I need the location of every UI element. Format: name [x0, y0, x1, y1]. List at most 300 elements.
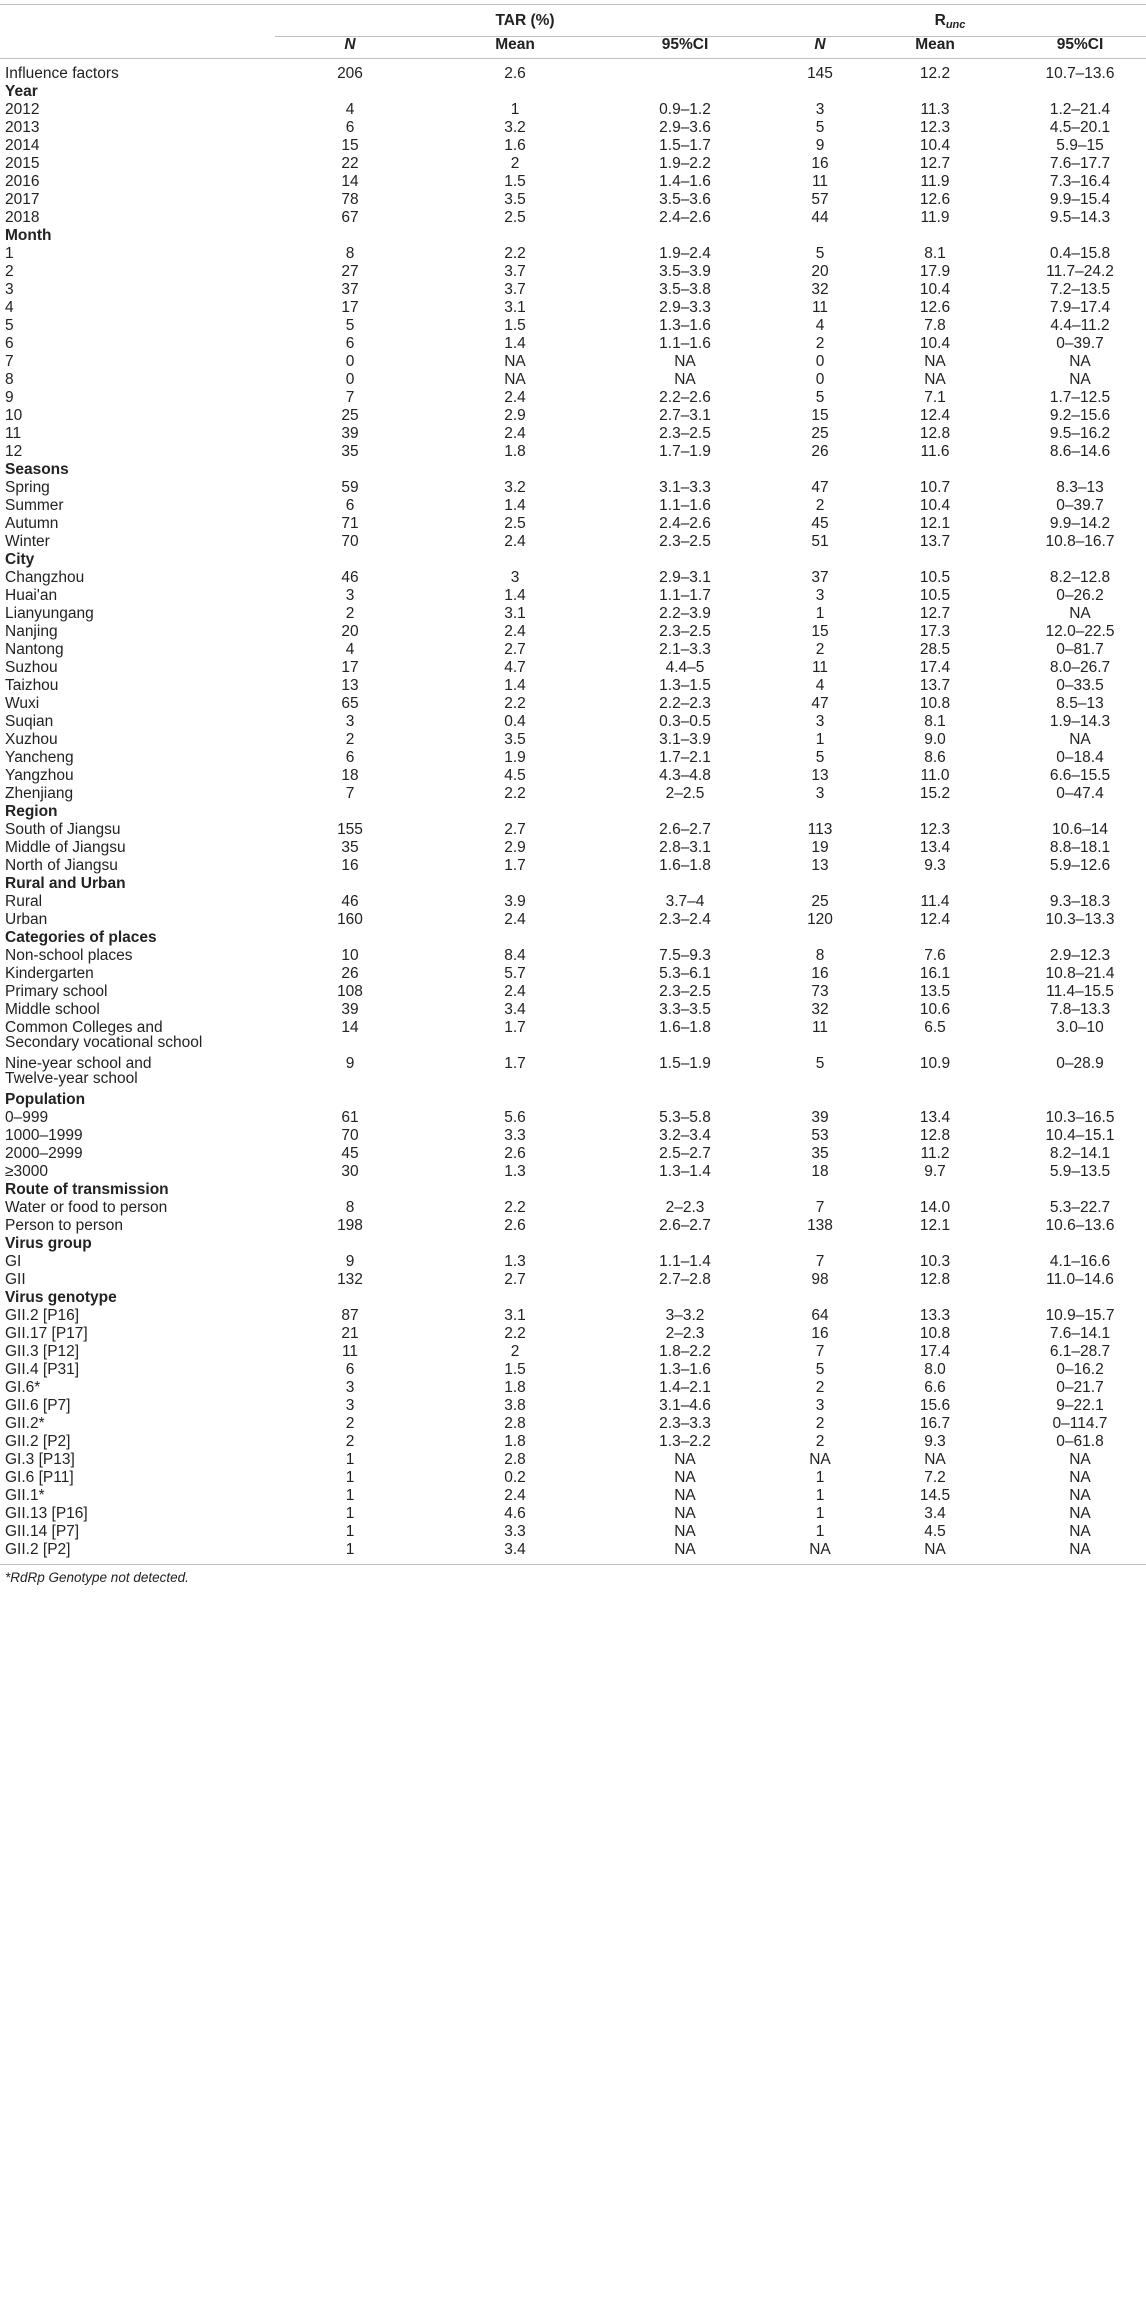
cell-ci-runc: 10.9–15.7	[1045, 1307, 1115, 1324]
cell-n-tar: 10	[341, 947, 359, 964]
cell-n-runc: 51	[811, 533, 829, 550]
cell-ci-runc: 8.2–12.8	[1049, 569, 1111, 586]
cell-ci-runc: NA	[1069, 1451, 1091, 1468]
cell-n-runc: 2	[815, 1379, 825, 1396]
row-label: 4	[5, 299, 14, 316]
cell-ci-tar: 2.5–2.7	[659, 1145, 711, 1162]
cell-ci-runc: 12.0–22.5	[1045, 623, 1115, 640]
cell-ci-tar: 2.3–2.5	[659, 623, 711, 640]
cell-ci-tar: 2–2.3	[665, 1199, 705, 1216]
cell-n-tar: 8	[345, 1199, 355, 1216]
cell-n-tar: 46	[341, 569, 359, 586]
cell-mean-runc: 12.2	[919, 65, 951, 82]
cell-mean-runc: 28.5	[919, 641, 951, 658]
cell-mean-tar: 3.1	[504, 1307, 526, 1324]
cell-n-tar: 71	[341, 515, 359, 532]
header-bottom-rule	[0, 58, 1146, 59]
cell-n-tar: 39	[341, 1001, 359, 1018]
cell-n-runc: 5	[815, 1055, 825, 1072]
row-label: 2000–2999	[5, 1145, 83, 1162]
cell-ci-tar: 1.1–1.6	[659, 335, 711, 352]
cell-mean-runc: 6.6	[924, 1379, 946, 1396]
tar-group-header: TAR (%)	[495, 12, 555, 29]
cell-mean-tar: 2.2	[504, 245, 526, 262]
cell-mean-runc: 12.1	[919, 1217, 951, 1234]
cell-mean-tar: 1	[510, 101, 520, 118]
row-label: Suzhou	[5, 659, 58, 676]
cell-mean-tar: 5.6	[504, 1109, 526, 1126]
cell-n-runc: 1	[815, 1487, 825, 1504]
cell-n-tar: 1	[345, 1541, 355, 1558]
cell-n-tar: 25	[341, 407, 359, 424]
cell-n-runc: 120	[807, 911, 833, 928]
row-label: Lianyungang	[5, 605, 94, 622]
cell-mean-tar: 1.8	[504, 1379, 526, 1396]
cell-mean-runc: 12.1	[919, 515, 951, 532]
row-label: Urban	[5, 911, 48, 928]
cell-mean-tar: 2.8	[504, 1451, 526, 1468]
cell-ci-runc: 0–28.9	[1056, 1055, 1104, 1072]
cell-n-runc: 39	[811, 1109, 829, 1126]
cell-mean-runc: 8.6	[924, 749, 946, 766]
cell-n-runc: 2	[815, 1415, 825, 1432]
col-n-tar: N	[344, 36, 356, 53]
cell-ci-runc: 3.0–10	[1056, 1019, 1104, 1036]
cell-n-tar: 14	[341, 173, 359, 190]
cell-n-runc: NA	[809, 1451, 831, 1468]
cell-mean-runc: 17.3	[919, 623, 951, 640]
cell-n-runc: 2	[815, 335, 825, 352]
cell-mean-tar: NA	[504, 353, 526, 370]
cell-n-tar: 1	[345, 1451, 355, 1468]
cell-ci-tar: 2.3–3.3	[659, 1415, 711, 1432]
cell-n-tar: 87	[341, 1307, 359, 1324]
row-label: 12	[5, 443, 23, 460]
cell-ci-runc: 9.9–15.4	[1049, 191, 1111, 208]
cell-mean-tar: 2.4	[504, 389, 526, 406]
cell-mean-runc: 12.8	[919, 425, 951, 442]
row-label: 7	[5, 353, 14, 370]
cell-mean-tar: 2.5	[504, 209, 526, 226]
cell-n-runc: 7	[815, 1199, 825, 1216]
cell-n-runc: 8	[815, 947, 825, 964]
row-label: GII.4 [P31]	[5, 1361, 80, 1378]
row-label: GII.3 [P12]	[5, 1343, 80, 1360]
section-label: Year	[5, 83, 38, 100]
cell-n-tar: 160	[337, 911, 363, 928]
cell-n-runc: 9	[815, 137, 825, 154]
cell-n-tar: 2	[345, 1415, 355, 1432]
cell-ci-tar: 2.7–3.1	[659, 407, 711, 424]
row-label: ≥3000	[5, 1163, 48, 1180]
cell-n-runc: 25	[811, 425, 829, 442]
row-label: Summer	[5, 497, 64, 514]
cell-ci-runc: 5.9–12.6	[1049, 857, 1111, 874]
row-label: GI.3 [P13]	[5, 1451, 75, 1468]
cell-n-tar: 78	[341, 191, 359, 208]
cell-mean-runc: 12.6	[919, 299, 951, 316]
row-label: 3	[5, 281, 14, 298]
cell-n-runc: 16	[811, 155, 829, 172]
cell-ci-runc: 8.5–13	[1056, 695, 1104, 712]
cell-mean-tar: 8.4	[504, 947, 526, 964]
cell-mean-runc: 11.3	[920, 101, 950, 118]
cell-ci-tar: 2.9–3.3	[659, 299, 711, 316]
cell-ci-tar: 2.2–2.6	[659, 389, 711, 406]
cell-ci-tar: NA	[674, 1505, 696, 1522]
cell-mean-runc: 12.3	[919, 821, 951, 838]
row-label: GI.6 [P11]	[5, 1469, 74, 1486]
cell-ci-runc: 9.5–16.2	[1049, 425, 1111, 442]
cell-n-tar: 2	[345, 605, 355, 622]
cell-ci-tar: 3.2–3.4	[659, 1127, 711, 1144]
row-label: Taizhou	[5, 677, 59, 694]
cell-n-runc: 11	[811, 659, 829, 676]
cell-n-tar: 7	[345, 389, 355, 406]
cell-mean-runc: 10.5	[919, 587, 951, 604]
cell-mean-tar: 3.7	[504, 281, 526, 298]
cell-mean-tar: 2	[510, 155, 520, 172]
cell-mean-runc: 7.6	[924, 947, 946, 964]
row-label: 9	[5, 389, 14, 406]
cell-ci-tar: 2.3–2.4	[659, 911, 711, 928]
cell-mean-runc: 3.4	[924, 1505, 946, 1522]
cell-ci-runc: 8.3–13	[1056, 479, 1104, 496]
cell-n-runc: 19	[811, 839, 829, 856]
cell-n-tar: 0	[345, 371, 355, 388]
cell-ci-runc: 6.6–15.5	[1049, 767, 1111, 784]
section-label: Month	[5, 227, 52, 244]
cell-ci-runc: 1.9–14.3	[1049, 713, 1111, 730]
cell-n-tar: 22	[341, 155, 359, 172]
cell-ci-tar: 1.7–1.9	[659, 443, 711, 460]
cell-n-tar: 1	[345, 1469, 355, 1486]
cell-ci-tar: 5.3–5.8	[659, 1109, 711, 1126]
cell-ci-tar: 2.2–2.3	[659, 695, 711, 712]
cell-n-runc: 1	[815, 605, 825, 622]
cell-ci-runc: 4.5–20.1	[1049, 119, 1111, 136]
cell-ci-runc: 10.8–16.7	[1045, 533, 1115, 550]
cell-mean-tar: 0.4	[504, 713, 526, 730]
row-label: Wuxi	[5, 695, 40, 712]
cell-n-runc: 2	[815, 497, 825, 514]
cell-n-tar: 17	[341, 299, 359, 316]
cell-ci-runc: 0–61.8	[1056, 1433, 1104, 1450]
cell-n-runc: 13	[811, 857, 829, 874]
cell-n-tar: 5	[345, 317, 355, 334]
row-label: Yancheng	[5, 749, 74, 766]
cell-ci-runc: 0–39.7	[1056, 497, 1104, 514]
cell-n-runc: 3	[815, 101, 825, 118]
cell-ci-runc: 10.6–14	[1051, 821, 1109, 838]
cell-n-tar: 67	[341, 209, 359, 226]
cell-n-runc: 37	[811, 569, 829, 586]
cell-mean-tar: 1.5	[504, 317, 526, 334]
cell-ci-tar: NA	[674, 371, 696, 388]
cell-ci-runc: NA	[1069, 1487, 1091, 1504]
cell-ci-runc: 8.8–18.1	[1049, 839, 1111, 856]
cell-n-tar: 2	[345, 1433, 355, 1450]
cell-mean-runc: 13.7	[919, 677, 951, 694]
cell-n-tar: 17	[341, 659, 359, 676]
cell-mean-runc: 11.9	[920, 173, 950, 190]
cell-n-runc: 3	[815, 587, 825, 604]
row-label-line2: Secondary vocational school	[5, 1034, 203, 1051]
row-label: 2014	[5, 137, 40, 154]
cell-mean-tar: 3.8	[504, 1397, 526, 1414]
cell-mean-runc: 8.0	[924, 1361, 946, 1378]
row-label: GII.17 [P17]	[5, 1325, 88, 1342]
row-label: Yangzhou	[5, 767, 74, 784]
cell-n-tar: 0	[345, 353, 355, 370]
cell-mean-runc: 10.4	[919, 497, 951, 514]
cell-mean-runc: 10.7	[919, 479, 951, 496]
cell-ci-runc: 5.9–13.5	[1049, 1163, 1111, 1180]
row-label: 2018	[5, 209, 40, 226]
cell-n-runc: 3	[815, 713, 825, 730]
row-label: 10	[5, 407, 23, 424]
cell-n-tar: 21	[341, 1325, 359, 1342]
cell-mean-runc: 9.0	[924, 731, 946, 748]
cell-mean-tar: 2.2	[504, 785, 526, 802]
cell-mean-runc: 11.6	[920, 443, 950, 460]
cell-mean-tar: 2.6	[504, 1145, 526, 1162]
cell-mean-runc: NA	[924, 371, 946, 388]
col-ci-tar: 95%CI	[661, 36, 709, 53]
cell-n-tar: 37	[341, 281, 359, 298]
row-label: 2016	[5, 173, 40, 190]
cell-n-tar: 132	[337, 1271, 363, 1288]
cell-n-tar: 26	[341, 965, 359, 982]
cell-ci-runc: 8.2–14.1	[1049, 1145, 1111, 1162]
cell-ci-runc: 7.3–16.4	[1049, 173, 1111, 190]
cell-mean-runc: 12.3	[919, 119, 951, 136]
col-ci-runc: 95%CI	[1056, 36, 1104, 53]
cell-ci-runc: 0–33.5	[1056, 677, 1104, 694]
section-label: Virus group	[5, 1235, 92, 1252]
cell-ci-tar: 1.9–2.2	[659, 155, 711, 172]
cell-mean-runc: NA	[924, 1541, 946, 1558]
cell-mean-runc: 7.8	[924, 317, 946, 334]
cell-n-tar: 20	[341, 623, 359, 640]
cell-ci-runc: 0–26.2	[1056, 587, 1104, 604]
cell-mean-runc: 16.1	[919, 965, 951, 982]
cell-n-tar: 35	[341, 839, 359, 856]
cell-n-runc: 5	[815, 389, 825, 406]
row-label: Xuzhou	[5, 731, 58, 748]
cell-n-tar: 6	[345, 497, 355, 514]
cell-mean-runc: 7.2	[924, 1469, 946, 1486]
cell-n-runc: 73	[811, 983, 829, 1000]
cell-mean-tar: 2.9	[504, 839, 526, 856]
row-label: Primary school	[5, 983, 108, 1000]
cell-mean-runc: 16.7	[919, 1415, 951, 1432]
cell-ci-runc: NA	[1069, 1469, 1091, 1486]
cell-n-runc: 138	[807, 1217, 833, 1234]
cell-ci-runc: 10.4–15.1	[1045, 1127, 1115, 1144]
cell-mean-tar: 3.3	[504, 1127, 526, 1144]
cell-mean-tar: 1.8	[504, 443, 526, 460]
cell-n-tar: 108	[337, 983, 363, 1000]
cell-mean-runc: 17.9	[919, 263, 951, 280]
cell-mean-tar: 1.7	[504, 857, 526, 874]
section-label: Categories of places	[5, 929, 157, 946]
row-label: Zhenjiang	[5, 785, 74, 802]
cell-mean-tar: 3.4	[504, 1541, 526, 1558]
cell-mean-tar: 4.5	[504, 767, 526, 784]
cell-ci-tar: 4.3–4.8	[659, 767, 711, 784]
cell-ci-runc: 10.8–21.4	[1045, 965, 1115, 982]
row-label-line2: Twelve-year school	[5, 1070, 138, 1087]
cell-mean-tar: 2.4	[504, 983, 526, 1000]
cell-ci-tar: 1.3–1.5	[659, 677, 711, 694]
cell-ci-runc: 11.0–14.6	[1046, 1271, 1114, 1288]
cell-ci-tar: 1.4–2.1	[659, 1379, 711, 1396]
cell-n-tar: 65	[341, 695, 359, 712]
cell-mean-runc: 13.4	[919, 839, 951, 856]
cell-n-runc: 16	[811, 1325, 829, 1342]
cell-ci-runc: 4.1–16.6	[1049, 1253, 1111, 1270]
cell-ci-runc: 9–22.1	[1056, 1397, 1104, 1414]
col-mean-runc: Mean	[915, 36, 955, 53]
col-n-runc: N	[814, 36, 826, 53]
cell-ci-tar: 1.4–1.6	[659, 173, 711, 190]
cell-n-runc: 11	[811, 1019, 829, 1036]
row-label: GI.6*	[5, 1379, 41, 1396]
cell-n-tar: 70	[341, 1127, 359, 1144]
cell-mean-runc: 11.9	[920, 209, 950, 226]
row-label: 2015	[5, 155, 40, 172]
row-label: Nantong	[5, 641, 64, 658]
cell-mean-runc: 12.4	[919, 407, 951, 424]
cell-mean-tar: 1.7	[504, 1019, 526, 1036]
row-label: Huai'an	[5, 587, 58, 604]
cell-mean-tar: 3.1	[504, 605, 526, 622]
cell-ci-tar: 2–2.5	[665, 785, 705, 802]
cell-n-runc: 16	[811, 965, 829, 982]
cell-ci-tar: 2.3–2.5	[659, 533, 711, 550]
cell-n-runc: 1	[815, 1469, 825, 1486]
cell-mean-runc: 11.4	[920, 893, 950, 910]
cell-ci-tar: 2.4–2.6	[659, 515, 711, 532]
cell-ci-runc: 0–114.7	[1052, 1415, 1108, 1432]
section-label: Region	[5, 803, 58, 820]
cell-ci-runc: 5.9–15	[1056, 137, 1104, 154]
cell-n-tar: 3	[345, 1379, 355, 1396]
row-label: GI	[5, 1253, 22, 1270]
cell-ci-runc: 9.2–15.6	[1049, 407, 1111, 424]
cell-ci-runc: 7.6–17.7	[1049, 155, 1111, 172]
cell-n-tar: 1	[345, 1523, 355, 1540]
cell-ci-runc: 11.4–15.5	[1046, 983, 1114, 1000]
cell-mean-runc: 12.8	[919, 1271, 951, 1288]
cell-ci-runc: 0–16.2	[1056, 1361, 1104, 1378]
cell-n-runc: 26	[811, 443, 829, 460]
cell-mean-runc: 9.3	[924, 1433, 946, 1450]
cell-n-tar: 8	[345, 245, 355, 262]
row-label: GII.2 [P16]	[5, 1307, 80, 1324]
cell-n-runc: 5	[815, 1361, 825, 1378]
cell-mean-runc: 10.6	[919, 1001, 951, 1018]
row-label: 5	[5, 317, 14, 334]
cell-n-tar: 30	[341, 1163, 359, 1180]
cell-mean-tar: 1.5	[504, 1361, 526, 1378]
row-label: GII.1*	[5, 1487, 45, 1504]
cell-ci-tar: 2.9–3.1	[659, 569, 711, 586]
section-label: Population	[5, 1091, 86, 1108]
cell-n-tar: 27	[341, 263, 359, 280]
cell-ci-tar: 3.1–3.9	[659, 731, 711, 748]
cell-ci-tar: 4.4–5	[665, 659, 705, 676]
cell-mean-tar: 3.5	[504, 731, 526, 748]
cell-ci-runc: 5.3–22.7	[1049, 1199, 1111, 1216]
section-label: Seasons	[5, 461, 69, 478]
cell-mean-tar: 1.4	[504, 677, 526, 694]
row-label: Rural	[5, 893, 43, 910]
cell-n-runc: 3	[815, 1397, 825, 1414]
cell-n-runc: 44	[811, 209, 829, 226]
row-label: Person to person	[5, 1217, 124, 1234]
cell-mean-runc: 12.7	[919, 605, 951, 622]
cell-ci-tar: 2.7–2.8	[659, 1271, 711, 1288]
cell-mean-runc: 12.7	[919, 155, 951, 172]
cell-n-tar: 9	[345, 1055, 355, 1072]
cell-mean-tar: 2.5	[504, 515, 526, 532]
cell-n-tar: 3	[345, 587, 355, 604]
cell-n-runc: 18	[811, 1163, 829, 1180]
cell-mean-runc: 7.1	[924, 389, 946, 406]
row-label: Autumn	[5, 515, 59, 532]
cell-n-tar: 6	[345, 119, 355, 136]
cell-ci-tar: 1.3–1.6	[659, 317, 711, 334]
runc-group-header: $R_{unc}$	[934, 12, 966, 31]
section-label: Virus genotype	[5, 1289, 117, 1306]
cell-n-runc: 45	[811, 515, 829, 532]
cell-mean-tar: 3.5	[504, 191, 526, 208]
row-label: GII.13 [P16]	[5, 1505, 88, 1522]
cell-ci-runc: 4.4–11.2	[1050, 317, 1110, 334]
cell-mean-tar: 1.7	[504, 1055, 526, 1072]
cell-mean-tar: 1.6	[504, 137, 526, 154]
cell-ci-runc: 10.3–13.3	[1045, 911, 1115, 928]
cell-n-tar: 9	[345, 1253, 355, 1270]
cell-n-tar: 61	[341, 1109, 359, 1126]
cell-mean-runc: 13.3	[919, 1307, 951, 1324]
cell-ci-runc: 7.8–13.3	[1049, 1001, 1111, 1018]
cell-mean-tar: 2.6	[504, 65, 526, 82]
cell-ci-tar: 2.3–2.5	[659, 425, 711, 442]
cell-mean-runc: 12.6	[919, 191, 951, 208]
cell-mean-tar: NA	[504, 371, 526, 388]
cell-n-tar: 45	[341, 1145, 359, 1162]
cell-mean-runc: 17.4	[919, 1343, 951, 1360]
cell-mean-tar: 2.2	[504, 1325, 526, 1342]
cell-ci-tar: 0.9–1.2	[659, 101, 711, 118]
cell-mean-runc: 10.8	[919, 695, 951, 712]
cell-mean-tar: 3.2	[504, 479, 526, 496]
cell-mean-tar: 1.4	[504, 335, 526, 352]
row-label: GII.2 [P2]	[5, 1541, 71, 1558]
cell-mean-tar: 3.2	[504, 119, 526, 136]
cell-n-tar: 59	[341, 479, 359, 496]
cell-mean-runc: 10.4	[919, 281, 951, 298]
cell-mean-tar: 2.4	[504, 533, 526, 550]
cell-mean-runc: 8.1	[924, 713, 946, 730]
row-label: Changzhou	[5, 569, 85, 586]
cell-ci-runc: 0–47.4	[1056, 785, 1104, 802]
cell-ci-tar: 1.5–1.9	[659, 1055, 711, 1072]
cell-mean-tar: 3.7	[504, 263, 526, 280]
